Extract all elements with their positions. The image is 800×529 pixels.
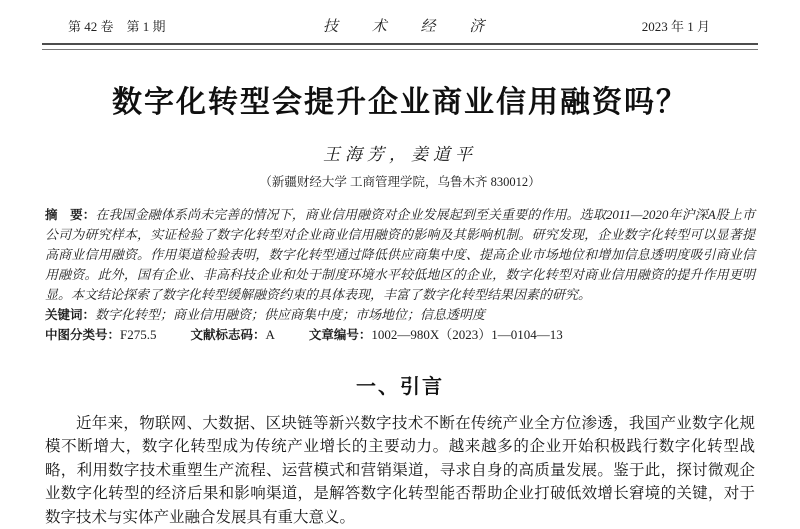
article-id-label: 文章编号： — [309, 328, 372, 342]
running-head — [42, 0, 758, 36]
keywords-label: 关键词： — [45, 308, 95, 322]
clc-label: 中图分类号： — [45, 328, 120, 342]
issue-date: 2023 年 1 月 — [642, 16, 710, 35]
keywords-text: 数字化转型；商业信用融资；供应商集中度；市场地位；信息透明度 — [95, 307, 485, 322]
article-title: 数字化转型会提升企业商业信用融资吗？ — [60, 86, 740, 121]
article-id-value: 1002—980X（2023）1—0104—13 — [371, 327, 562, 342]
abstract-paragraph — [45, 205, 755, 305]
doc-code-label: 文献标志码： — [191, 328, 266, 342]
abstract-label: 摘 要： — [45, 208, 95, 222]
clc-value: F275.5 — [120, 327, 156, 342]
author-names: 王海芳，姜道平 — [0, 140, 800, 165]
keywords-line — [45, 305, 755, 325]
doc-code-value: A — [266, 327, 275, 342]
classification-line — [45, 325, 755, 345]
section-heading-introduction: 一、引言 — [0, 370, 800, 399]
abstract-block — [45, 205, 755, 345]
header-double-rule — [42, 43, 758, 50]
introduction-paragraph: 近年来，物联网、大数据、区块链等新兴数字技术不断在传统产业全方位渗透，我国产业数字化规模不断增大，数字化转型成为传统产业增长的主要动力。越来越多的企业开始积极践行数字化转型战略，利用数字技术重塑生产流程、运营模式和营销渠道，寻求自身的高质量发展。鉴于此，探讨微观企业数字化转型的经济后果和影响渠道，是解答数字化转型能否帮助企业打破低效增长窘境的关键，对于数字技术与实体产业融合发展具有重大意义。 — [45, 412, 755, 529]
journal-title: 技 术 经 济 — [308, 15, 499, 36]
abstract-text: 在我国金融体系尚未完善的情况下，商业信用融资对企业发展起到至关重要的作用。选取2011—2020年沪深A股上市公司为研究样本，实证检验了数字化转型对企业商业信用融资的影响及其影响机制。研究发现，企业数字化转型可以显著提高商业信用融资。作用渠道检验表明，数字化转型通过降低供应商集中度、提高企业市场地位和增加信息透明度吸引商业信用融资。此外，国有企业、非高科技企业和处于制度环境水平较低地区的企业，数字化转型对商业信用融资的提升作用更明显。本文结论探索了数字化转型缓解融资约束的具体表现，丰富了数字化转型结果因素的研究。 — [45, 207, 755, 302]
author-affiliation: （新疆财经大学 工商管理学院，乌鲁木齐 830012） — [0, 172, 800, 190]
volume-issue: 第 42 卷 第 1 期 — [68, 16, 166, 35]
